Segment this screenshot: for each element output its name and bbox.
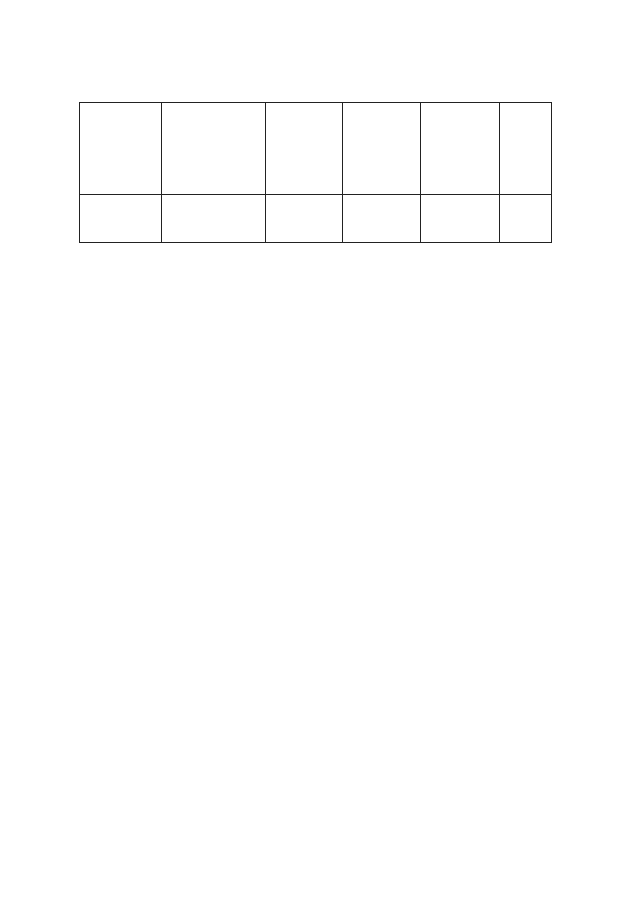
- total-sales-yen: [266, 195, 343, 243]
- header-date: [80, 103, 162, 195]
- header-limit-amount: [343, 103, 421, 195]
- header-remarks: [500, 103, 552, 195]
- header-claim-amount: [421, 103, 500, 195]
- header-fuel-vehicle: [162, 103, 266, 195]
- total-row: [80, 195, 552, 243]
- total-remarks-cell: [500, 195, 552, 243]
- claim-breakdown-table: [79, 102, 552, 243]
- header-sales-amount: [266, 103, 343, 195]
- notes-section: [79, 577, 559, 579]
- total-limit-yen: [343, 195, 421, 243]
- total-label: [80, 195, 162, 243]
- total-fuel-cell: [162, 195, 266, 243]
- total-claim-yen: [421, 195, 500, 243]
